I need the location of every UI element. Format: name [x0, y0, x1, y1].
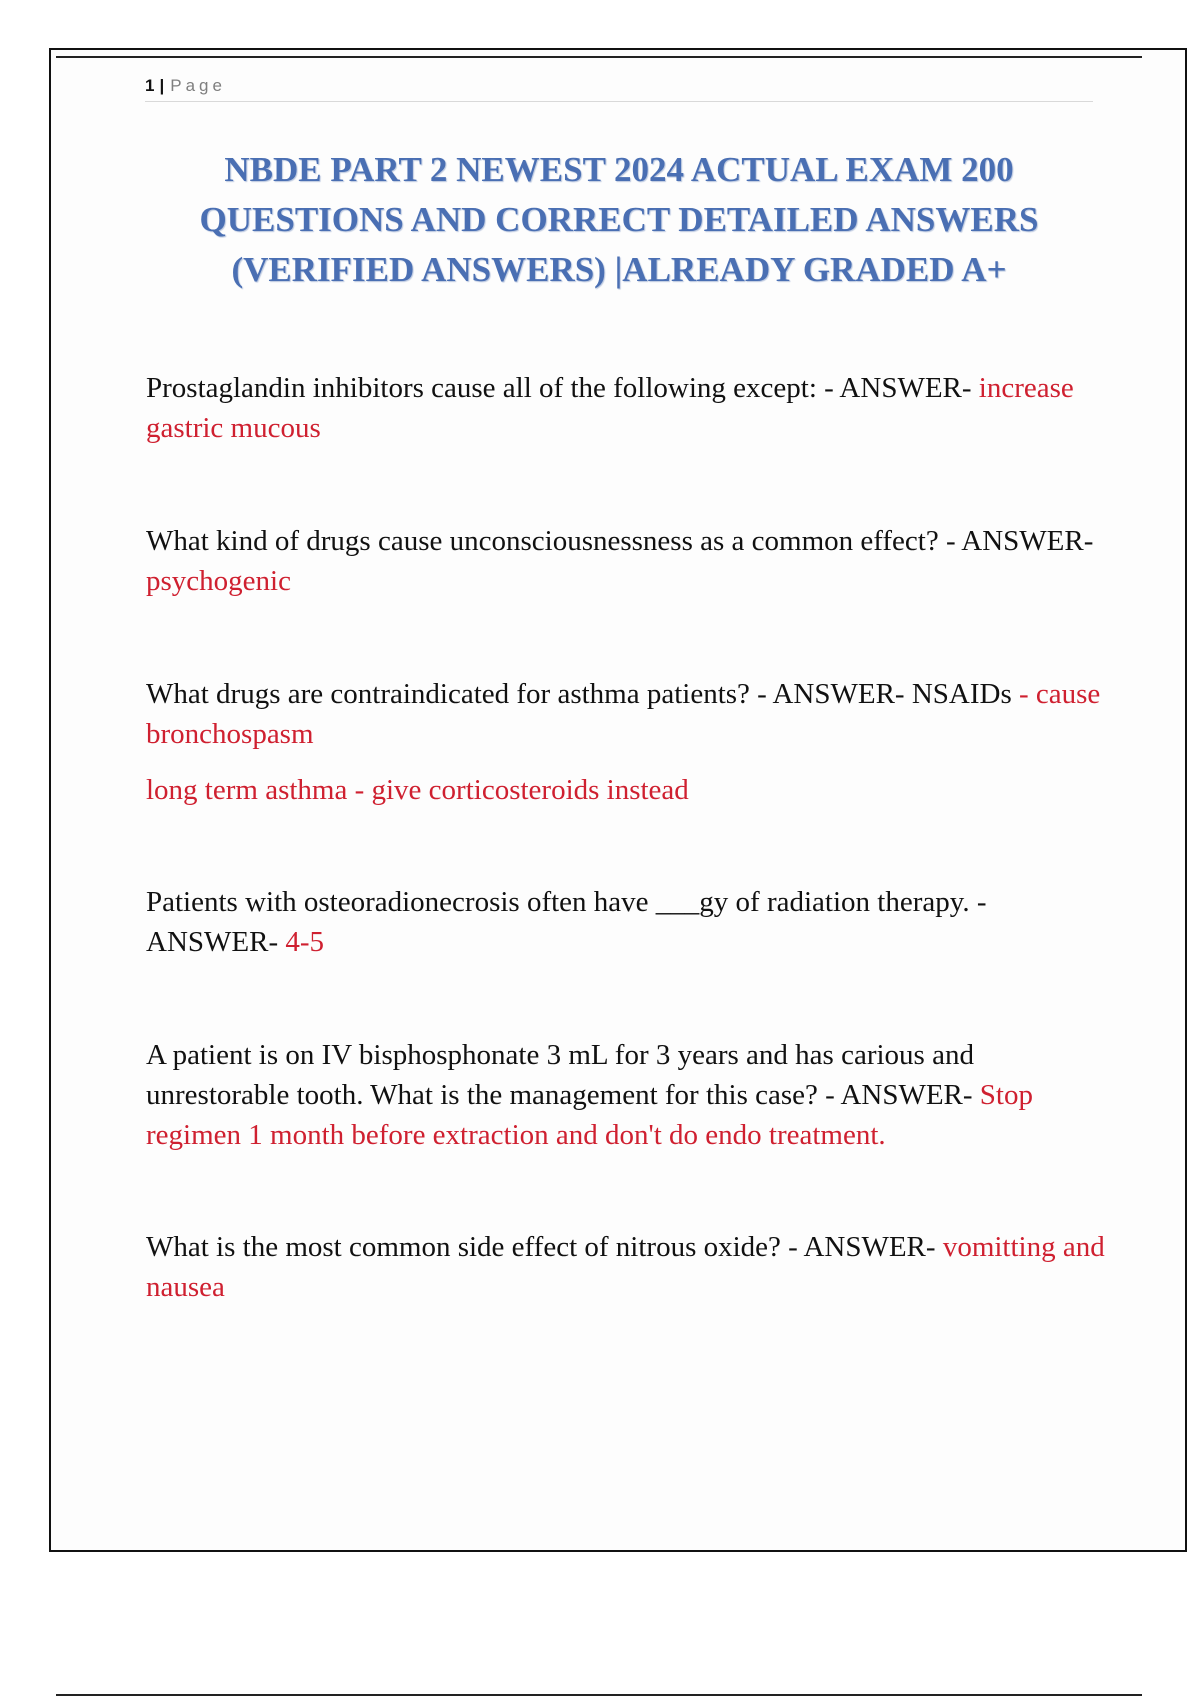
title-line-3: (VERIFIED ANSWERS) |ALREADY GRADED A+ — [231, 250, 1007, 289]
qa-item-1 — [146, 368, 1106, 448]
question-text: A patient is on IV bisphosphonate 3 mL for 3 years and has carious and unrestorable tooth. What is the management for this case? - ANSWER- — [146, 1039, 974, 1111]
title-line-1: NBDE PART 2 NEWEST 2024 ACTUAL EXAM 200 — [224, 150, 1014, 189]
document-title — [145, 145, 1093, 295]
qa-item-3 — [146, 674, 1106, 810]
qa-item-4 — [146, 882, 1106, 962]
answer-text: 4-5 — [285, 926, 325, 958]
answer-text: - cause bronchospasm — [146, 678, 1101, 750]
qa-item-5 — [146, 1035, 1106, 1155]
answer-text: vomitting and nausea — [146, 1231, 1105, 1303]
answer-text: Stop regimen 1 month before extraction and don't do endo treatment. — [146, 1079, 1033, 1151]
qa-item-6 — [146, 1227, 1106, 1307]
question-text: Patients with osteoradionecrosis often have ___gy of radiation therapy. - ANSWER- — [146, 886, 987, 958]
question-text: What drugs are contraindicated for asthma patients? - ANSWER- NSAIDs — [146, 678, 1012, 710]
bottom-rule — [56, 1694, 1142, 1696]
answer-text: psychogenic — [146, 565, 291, 597]
question-text: What is the most common side effect of nitrous oxide? - ANSWER- — [146, 1231, 936, 1263]
question-text: Prostaglandin inhibitors cause all of the following except: - ANSWER- — [146, 372, 972, 404]
page-number: 1 — [145, 76, 155, 95]
qa-item-2 — [146, 521, 1106, 601]
page-label: Page — [170, 76, 226, 95]
answer-extra-text: long term asthma - give corticosteroids instead — [146, 774, 689, 806]
top-rule — [56, 56, 1142, 58]
question-text: What kind of drugs cause unconsciousnessness as a common effect? - ANSWER- — [146, 525, 1094, 557]
page-header — [145, 73, 1093, 102]
page-separator: | — [159, 76, 165, 95]
title-line-2: QUESTIONS AND CORRECT DETAILED ANSWERS — [199, 200, 1039, 239]
answer-text: increase gastric mucous — [146, 372, 1074, 444]
